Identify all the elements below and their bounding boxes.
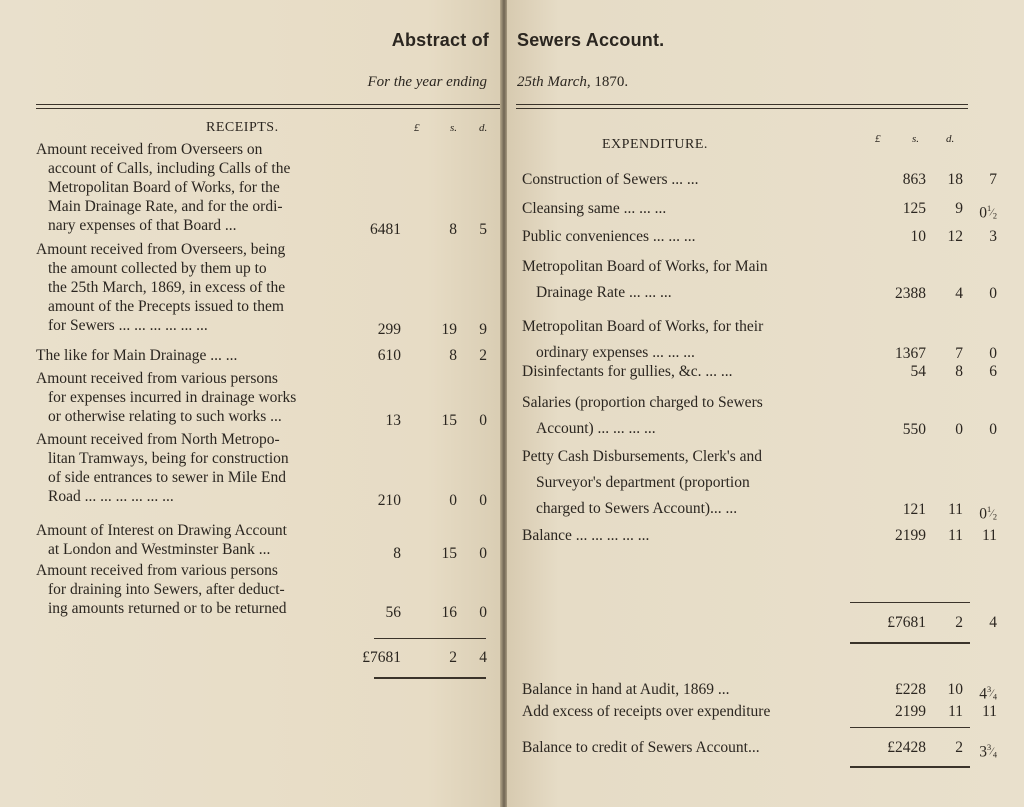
title-left: Abstract of bbox=[391, 30, 489, 50]
expenditure-amount-pence: 3 bbox=[989, 228, 997, 245]
summary-amount-shillings: 2 bbox=[955, 739, 963, 756]
expenditure-amount-pence: $0^1⁄_2$ bbox=[979, 500, 997, 526]
expenditure-entry bbox=[522, 254, 862, 306]
expenditure-amount-shillings: 9 bbox=[955, 200, 963, 217]
expenditure-amount-pounds: 10 bbox=[910, 228, 926, 245]
receipt-text: Amount received from North Metropo- bbox=[36, 431, 280, 448]
pence-fraction: $^1⁄_2$ bbox=[986, 204, 997, 221]
receipt-amount-pence: 2 bbox=[479, 347, 487, 364]
expenditure-amount-pence: 0 bbox=[989, 285, 997, 302]
receipt-total-rule bbox=[374, 677, 486, 679]
receipt-amount-pounds: 610 bbox=[377, 347, 401, 364]
receipts-header: RECEIPTS. bbox=[206, 120, 279, 135]
subtitle-year: 1870. bbox=[594, 74, 629, 90]
receipt-text: Amount received from various persons bbox=[36, 370, 278, 387]
unit-pence-left: d. bbox=[479, 122, 488, 134]
receipt-text: litan Tramways, being for construction bbox=[48, 450, 289, 467]
receipt-text: Amount of Interest on Drawing Account bbox=[36, 522, 287, 539]
receipt-entry bbox=[36, 561, 376, 618]
receipt-text: Amount received from various persons bbox=[36, 562, 278, 579]
summary-label: Balance to credit of Sewers Account... bbox=[522, 739, 760, 756]
receipt-text: Main Drainage Rate, and for the ordi- bbox=[48, 198, 283, 215]
expenditure-amount-pence: 6 bbox=[989, 363, 997, 380]
expenditure-total-pounds: £7681 bbox=[887, 614, 926, 631]
receipt-text: the amount collected by them up to bbox=[48, 260, 267, 277]
summary-total-rule bbox=[850, 766, 970, 768]
expenditure-amount-pence: 7 bbox=[989, 171, 997, 188]
right-page bbox=[507, 0, 1024, 807]
receipt-text: nary expenses of that Board ... bbox=[48, 217, 237, 234]
receipt-amount-pounds: 210 bbox=[377, 492, 401, 509]
unit-shillings-left: s. bbox=[450, 122, 458, 134]
receipt-text: The like for Main Drainage ... ... bbox=[36, 347, 238, 364]
receipt-text: account of Calls, including Calls of the bbox=[48, 160, 291, 177]
expenditure-text: ordinary expenses ... ... ... bbox=[536, 344, 695, 361]
expenditure-entry bbox=[522, 390, 862, 442]
receipt-amount-pounds: 6481 bbox=[370, 221, 401, 238]
expenditure-amount-shillings: 18 bbox=[947, 171, 963, 188]
expenditure-amount-pounds: 125 bbox=[902, 200, 926, 217]
expenditure-entry bbox=[522, 526, 862, 545]
expenditure-total-shillings: 2 bbox=[955, 614, 963, 631]
summary-amount-pounds: 2199 bbox=[895, 703, 926, 720]
receipt-entry bbox=[36, 430, 376, 506]
pence-fraction: $^1⁄_2$ bbox=[986, 505, 997, 522]
receipt-text: for draining into Sewers, after deduct- bbox=[48, 581, 285, 598]
receipt-entry bbox=[36, 369, 376, 426]
unit-pounds-left: £ bbox=[414, 122, 420, 134]
receipt-amount-pounds: 13 bbox=[385, 412, 401, 429]
receipt-amount-shillings: 8 bbox=[449, 221, 457, 238]
double-rule-left bbox=[36, 104, 503, 109]
subtitle-right bbox=[517, 74, 628, 91]
expenditure-text: Construction of Sewers ... ... bbox=[522, 171, 699, 188]
expenditure-amount-pence: 11 bbox=[982, 527, 997, 544]
receipt-amount-pence: 0 bbox=[479, 412, 487, 429]
receipt-amount-shillings: 15 bbox=[441, 545, 457, 562]
summary-sum-rule bbox=[850, 727, 970, 728]
receipt-amount-pence: 0 bbox=[479, 492, 487, 509]
expenditure-total-rule bbox=[850, 642, 970, 644]
receipt-text: Amount received from Overseers, being bbox=[36, 241, 286, 258]
expenditure-text: Balance ... ... ... ... ... bbox=[522, 527, 650, 544]
expenditure-text: Account) ... ... ... ... bbox=[536, 420, 656, 437]
receipt-text: of side entrances to sewer in Mile End bbox=[48, 469, 287, 486]
receipt-text: for expenses incurred in drainage works bbox=[48, 389, 297, 406]
summary-amount-shillings: 10 bbox=[947, 681, 963, 698]
expenditure-amount-pounds: 54 bbox=[910, 363, 926, 380]
expenditure-text: Petty Cash Disbursements, Clerk's and bbox=[522, 448, 763, 465]
receipt-text: Road ... ... ... ... ... ... bbox=[48, 488, 174, 505]
receipt-text: the 25th March, 1869, in excess of the bbox=[48, 279, 286, 296]
expenditure-text: Drainage Rate ... ... ... bbox=[536, 284, 672, 301]
receipt-amount-pence: 5 bbox=[479, 221, 487, 238]
receipt-amount-pence: 9 bbox=[479, 321, 487, 338]
expenditure-amount-pence: 0 bbox=[989, 345, 997, 362]
receipt-entry bbox=[36, 521, 376, 559]
receipt-amount-pounds: 299 bbox=[377, 321, 401, 338]
double-rule-right bbox=[516, 104, 968, 109]
expenditure-text: Metropolitan Board of Works, for Main bbox=[522, 258, 768, 275]
expenditure-entry bbox=[522, 170, 862, 189]
receipt-entry bbox=[36, 346, 376, 365]
left-page bbox=[0, 0, 503, 807]
receipt-amount-shillings: 16 bbox=[441, 604, 457, 621]
expenditure-text: Public conveniences ... ... ... bbox=[522, 228, 696, 245]
expenditure-amount-pounds: 121 bbox=[902, 501, 926, 518]
summary-amount-pence: 11 bbox=[982, 703, 997, 720]
receipt-text: at London and Westminster Bank ... bbox=[48, 541, 271, 558]
receipt-entry bbox=[36, 240, 376, 335]
expenditure-amount-pence: 0 bbox=[989, 421, 997, 438]
expenditure-total-pence: 4 bbox=[989, 614, 997, 631]
receipt-total-pounds: £7681 bbox=[362, 649, 401, 666]
receipt-amount-shillings: 15 bbox=[441, 412, 457, 429]
receipt-text: Metropolitan Board of Works, for the bbox=[48, 179, 280, 196]
receipt-amount-shillings: 19 bbox=[441, 321, 457, 338]
receipt-total-shillings: 2 bbox=[449, 649, 457, 666]
expenditure-amount-shillings: 0 bbox=[955, 421, 963, 438]
receipt-text: or otherwise relating to such works ... bbox=[48, 408, 282, 425]
expenditure-entry bbox=[522, 199, 862, 218]
summary-label: Add excess of receipts over expenditure bbox=[522, 703, 771, 720]
expenditure-amount-shillings: 4 bbox=[955, 285, 963, 302]
summary-label: Balance in hand at Audit, 1869 ... bbox=[522, 681, 730, 698]
expenditure-amount-shillings: 12 bbox=[947, 228, 963, 245]
expenditure-amount-pence: $0^1⁄_2$ bbox=[979, 199, 997, 225]
summary-amount-pence: $3^3⁄_4$ bbox=[979, 738, 997, 764]
expenditure-text: Disinfectants for gullies, &c. ... ... bbox=[522, 363, 733, 380]
expenditure-amount-pounds: 863 bbox=[902, 171, 926, 188]
expenditure-entry bbox=[522, 362, 862, 381]
expenditure-text: Surveyor's department (proportion bbox=[536, 474, 750, 491]
summary-amount-pounds: £2428 bbox=[887, 739, 926, 756]
expenditure-sum-rule bbox=[850, 602, 970, 603]
title-right: Sewers Account. bbox=[517, 30, 665, 50]
expenditure-entry bbox=[522, 444, 862, 522]
receipt-amount-pounds: 56 bbox=[385, 604, 401, 621]
pence-fraction: $^3⁄_4$ bbox=[986, 685, 997, 702]
expenditure-header: EXPENDITURE. bbox=[602, 137, 708, 152]
expenditure-text: Salaries (proportion charged to Sewers bbox=[522, 394, 763, 411]
receipt-text: for Sewers ... ... ... ... ... ... bbox=[48, 317, 208, 334]
summary-amount-pounds: £228 bbox=[895, 681, 926, 698]
expenditure-amount-pounds: 1367 bbox=[895, 345, 926, 362]
unit-shillings-right: s. bbox=[912, 133, 920, 145]
expenditure-amount-pounds: 2199 bbox=[895, 527, 926, 544]
receipt-sum-rule bbox=[374, 638, 486, 639]
subtitle-left: For the year ending bbox=[367, 74, 487, 90]
receipt-entry bbox=[36, 140, 376, 235]
receipt-text: ing amounts returned or to be returned bbox=[48, 600, 287, 617]
receipt-text: Amount received from Overseers on bbox=[36, 141, 263, 158]
receipt-total-pence: 4 bbox=[479, 649, 487, 666]
pence-fraction: $^3⁄_4$ bbox=[986, 743, 997, 760]
unit-pence-right: d. bbox=[946, 133, 955, 145]
summary-amount-shillings: 11 bbox=[948, 703, 963, 720]
receipt-amount-shillings: 0 bbox=[449, 492, 457, 509]
expenditure-amount-shillings: 7 bbox=[955, 345, 963, 362]
receipt-text: amount of the Precepts issued to them bbox=[48, 298, 284, 315]
expenditure-text: charged to Sewers Account)... ... bbox=[536, 500, 738, 517]
expenditure-entry bbox=[522, 227, 862, 246]
receipt-amount-shillings: 8 bbox=[449, 347, 457, 364]
receipt-amount-pence: 0 bbox=[479, 545, 487, 562]
expenditure-text: Metropolitan Board of Works, for their bbox=[522, 318, 764, 335]
subtitle-date: 25th March, bbox=[517, 74, 591, 90]
receipt-amount-pounds: 8 bbox=[393, 545, 401, 562]
summary-amount-pence: $4^3⁄_4$ bbox=[979, 680, 997, 706]
unit-pounds-right: £ bbox=[875, 133, 881, 145]
receipt-amount-pence: 0 bbox=[479, 604, 487, 621]
expenditure-amount-shillings: 11 bbox=[948, 527, 963, 544]
expenditure-entry bbox=[522, 314, 862, 366]
expenditure-amount-pounds: 2388 bbox=[895, 285, 926, 302]
expenditure-text: Cleansing same ... ... ... bbox=[522, 200, 667, 217]
expenditure-amount-shillings: 11 bbox=[948, 501, 963, 518]
expenditure-amount-pounds: 550 bbox=[902, 421, 926, 438]
expenditure-amount-shillings: 8 bbox=[955, 363, 963, 380]
